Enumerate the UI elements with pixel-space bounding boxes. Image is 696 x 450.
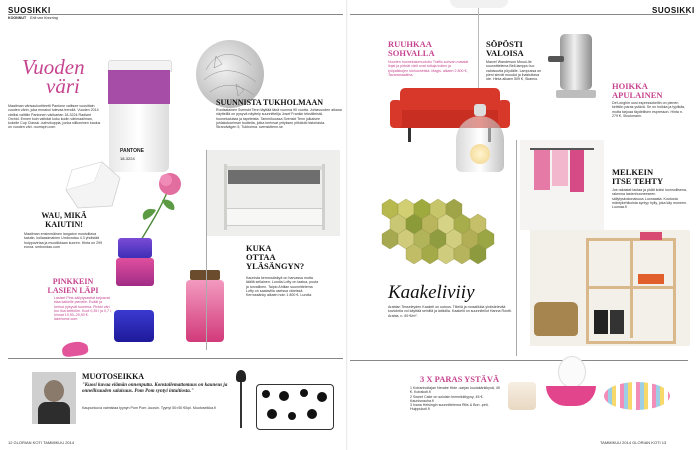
pink-shoes [640, 232, 662, 240]
left-footer: 12 GLORIAN KOTI TAMMIKUU 2014 [8, 440, 75, 445]
bed-post-left [224, 164, 227, 230]
garment-light [552, 150, 568, 186]
dog-in-bowl-image [544, 356, 600, 416]
right-top-rule [350, 14, 688, 15]
byline-name: Erik von Knorring [30, 16, 58, 20]
sopo-title-line1: SÖPÖSTI [486, 39, 523, 49]
byline-label: KOONNUT [8, 16, 27, 20]
jar-lid [190, 270, 220, 280]
vuoden-vari-text: Maailman värisaukortiteetti Pantone valitsee vuosittain vuoden värin, joka ennakoi tulevaa trendiä. Vuoden 2014 väriksi valittiin Pantonen värikartan 18-3224 Radiant Orchid. Ennen kuin vaihdat koko kodin värimaailman, kokeile Cup Classic -kahvikuppia, jonka silikoninen kaulus on vuoden väri. roomcph.com [8, 104, 101, 130]
portrait-head [44, 380, 64, 402]
sopo-title-line2: VALOISA [486, 48, 524, 58]
paras-title: 3 X PARAS YSTÄVÄ [420, 374, 500, 384]
melkein-title-line2: ITSE TEHTY [612, 176, 664, 186]
muotoseikka-caption: Kaupunkuva valmistaa tyynyn Pom Pom -kuosin. Tyynyt 50×50 €/kpl. Muotoseikka.fi [82, 406, 216, 410]
pompom-cushion-image [252, 380, 336, 432]
paras-item-1: 1 Koiranhoitajan Nerabe Hide -sarjan kuulakärkikynä, 49 €. Koirakoti.fi [410, 386, 500, 395]
bed-post-right [322, 164, 325, 230]
machine-body [560, 34, 592, 90]
pink-jar [186, 280, 224, 342]
blue-jar-image [112, 302, 156, 346]
suunnista-title: SUUNNISTA TUKHOLMAAN [216, 98, 324, 107]
muotoseikka-quote: "Kuosi kuvaa elämän onnenputta. Konstailemattomuus on kauneus ja onnellisuuden salaisuus. Pom Pom syntyi intuitiosta." [82, 383, 228, 394]
left-column-rule [206, 150, 207, 350]
blue-jar [114, 310, 154, 342]
hoikka-text: De'Longhin uusi espressokeitin on pienen keittiön paras ystävä. Se on hoikka ja tyylikäs, mutta tarjoaa täydellisen espresson. Hinta n. 279 €, Stockmann. [612, 101, 686, 118]
kaakeli-title: Kaakeliviiy [388, 282, 475, 303]
pink-fabric-image [61, 340, 89, 357]
striped-bed [604, 382, 670, 410]
wooden-shelves-image [530, 230, 690, 346]
bell-lamp-bulb [470, 144, 490, 164]
kuka-text: Kaunista kerrossänkyä on harvassa mutta täällä sellainen: Lundia Lofty on laatua, puuta ja turvallinen. Taipio Ahtilan suunnittelema Lofty on saatavilla useissa väreissä. Kerrossänky alkaen noin 1 800 €. Lundia. [246, 276, 319, 298]
lamp-head [236, 370, 246, 382]
vuoden-vari-title-line1: Vuoden [22, 55, 85, 79]
paras-list [410, 386, 502, 412]
espresso-machine-image [546, 34, 604, 104]
kuka-title-line2: OTTAA [246, 252, 276, 262]
hoikka-title [612, 82, 663, 100]
lamp-stand [240, 382, 242, 428]
shelf-divider [630, 238, 633, 338]
pinkkein-title-line1: PINKKEIN [52, 277, 94, 286]
wau-title [24, 212, 104, 229]
kuka-title [246, 244, 304, 271]
speaker-top [118, 238, 152, 258]
clothes-rack-image [520, 140, 604, 230]
cushion-pattern [256, 384, 332, 428]
wau-text: Maailman ensimmäinen langaton muotoiltava kaiutin, kollaasimainen Umbondau 4.3 yhdistää huippuvirtaa ja muodikkaan kuoren. Hinta on 299 euroa. umbondau.com [24, 232, 103, 249]
garment-pink [534, 150, 550, 190]
wau-title-line2: KAIUTIN! [45, 219, 83, 229]
garment-dark [570, 150, 584, 192]
cup-sleeve [108, 70, 170, 104]
right-column-rule [516, 140, 517, 356]
blue-speaker-image [112, 238, 156, 290]
right-bottom-rule [350, 360, 688, 361]
machine-handle [548, 56, 564, 62]
orange-shoes [638, 274, 664, 284]
suunnista-text: Ruotsalainen Svenskt Tenn täyttää tänä vuonna 90 vuotta. Juhlavuoden aikana näytteillä on pysyvä näyttely suunnittelija Josef Frankin tekstiileistä, huonekaluista ja tapeteista. Tammikuussa Svenskt Tenn julkaisee juhlakokoelman tuotteita, jotka kertovat yrityksen pitkästä historiasta. Strandvägen 5, Tukholma. svenskttenn.se [216, 108, 342, 130]
cup-code: 18-3224 [120, 156, 135, 161]
pinkkein-text: Lasiset Pink-säilytysastiat tarjoavat tilaa kaikelle pienelle. Eväät ja herkut pysyvät tuoreina. Pinkki väri tuo iloa keittiöön. Koot 0,35 l ja 0,7 l, hinnat 19,90–29,90 €. lakehome.com [54, 296, 112, 322]
sofa-arm-left [390, 100, 402, 128]
pink-bowl [546, 386, 596, 406]
ruuhkaa-title-line1: RUUHKAA [388, 39, 432, 49]
cup-brand: PANTONE [120, 148, 144, 154]
right-section-title: SUOSIKKI [652, 6, 695, 15]
ruuhkaa-text: Nuorten huonekalumuotoilu Traffic-sohvan matalat linjat ja pirteät värit ovat tuttuja kotien ja työpaikkojen olohuoneista. Magis. alkaen 2 800 €, Tavaramaailma. [388, 60, 469, 77]
sofa-leg-left [408, 128, 411, 142]
vuoden-vari-title-line2: väri [46, 74, 80, 98]
designer-portrait [32, 372, 76, 424]
spine [346, 0, 348, 450]
pantone-cup-image [104, 60, 174, 175]
machine-base [556, 90, 596, 98]
speaker-bottom [116, 258, 154, 286]
dog-candle-image [504, 376, 540, 416]
pinkkein-title-line2: LASIEN LÄPI [47, 285, 99, 295]
hoikka-title-line2: APULAINEN [612, 90, 663, 100]
kaakeli-text: Arabian Tesseleyden Kaakeli on uutuus. Tiileliä ja mosaiikkia yhdistelevää kuviointia voi käyttää seinillä ja lattioilla. Kaakelit on suunnitellut Hanna Rontti. Arabia, n. 89 €/m². [388, 305, 512, 318]
pink-jar-image [184, 270, 226, 346]
white-dog [558, 356, 586, 388]
kuka-title-line3: YLÄSÄNGYN? [246, 261, 305, 271]
sopo-title [486, 40, 524, 58]
right-footer: TAMMIKUU 2014 GLORIAN KOTI 13 [600, 440, 667, 445]
bunk-bed-image [206, 150, 340, 236]
left-bottom-rule [8, 358, 343, 359]
bed-lower [226, 208, 324, 226]
melkein-title [612, 168, 663, 186]
paras-item-3: 3 Ivana Helsingin suunnittelema Rilis & Bon -peti, Huippukoti.fi [410, 403, 489, 412]
sopo-text: Marcel Wanderson Moooi-lle suunnittelema Bell-lamppu tuo valoisuutta pöydälle. Lampussa on pieni sievät muodot ja ihastuttava ote. Hinta alkaen 509 €, Skanno. [486, 60, 542, 82]
portrait-body [38, 402, 70, 424]
ruuhkaa-title [388, 40, 435, 58]
striped-bed-image [604, 382, 672, 412]
muotoseikka-title: MUOTOSEIKKA [82, 372, 145, 381]
vuoden-vari-title [22, 55, 85, 98]
white-vase-image [64, 160, 124, 212]
wau-title-line1: WAU, MIKÄ [41, 211, 87, 220]
candle-jar [508, 382, 536, 410]
left-section-title: SUOSIKKI [8, 6, 51, 15]
bell-lamp-top [474, 104, 486, 116]
hoikka-title-line1: HOIKKA [612, 81, 648, 91]
paras-item-2: 2 Sweet Cake on suloisin lemmikkityyny, 45 €. Kaunisnauha.fi [410, 394, 484, 403]
pinkkein-title [38, 278, 108, 295]
ruuhkaa-title-line2: SOHVALLA [388, 48, 435, 58]
melkein-text: Jos rakastat lautaa ja pidät kotisi luonnollisena, rakenna lastenhuoneeseen säilytyskokonaisuus Luonaasta. Kootusta mäntykehikoista syntyy hylly, joka käy moneen. Luonaa.fi [612, 188, 688, 210]
lamp-canopy [450, 0, 508, 8]
left-top-rule [8, 14, 343, 15]
wicker-basket [534, 302, 578, 336]
bed-upper-blanket [228, 170, 320, 184]
hex-tiles-image [362, 184, 514, 284]
melkein-title-line1: MELKEIN [612, 167, 654, 177]
vase-shape [64, 160, 124, 212]
kuka-title-line1: KUKA [246, 243, 272, 253]
boot-1 [594, 310, 608, 334]
byline [8, 16, 58, 20]
hex-tile-pattern [362, 184, 514, 284]
boot-2 [610, 310, 624, 334]
